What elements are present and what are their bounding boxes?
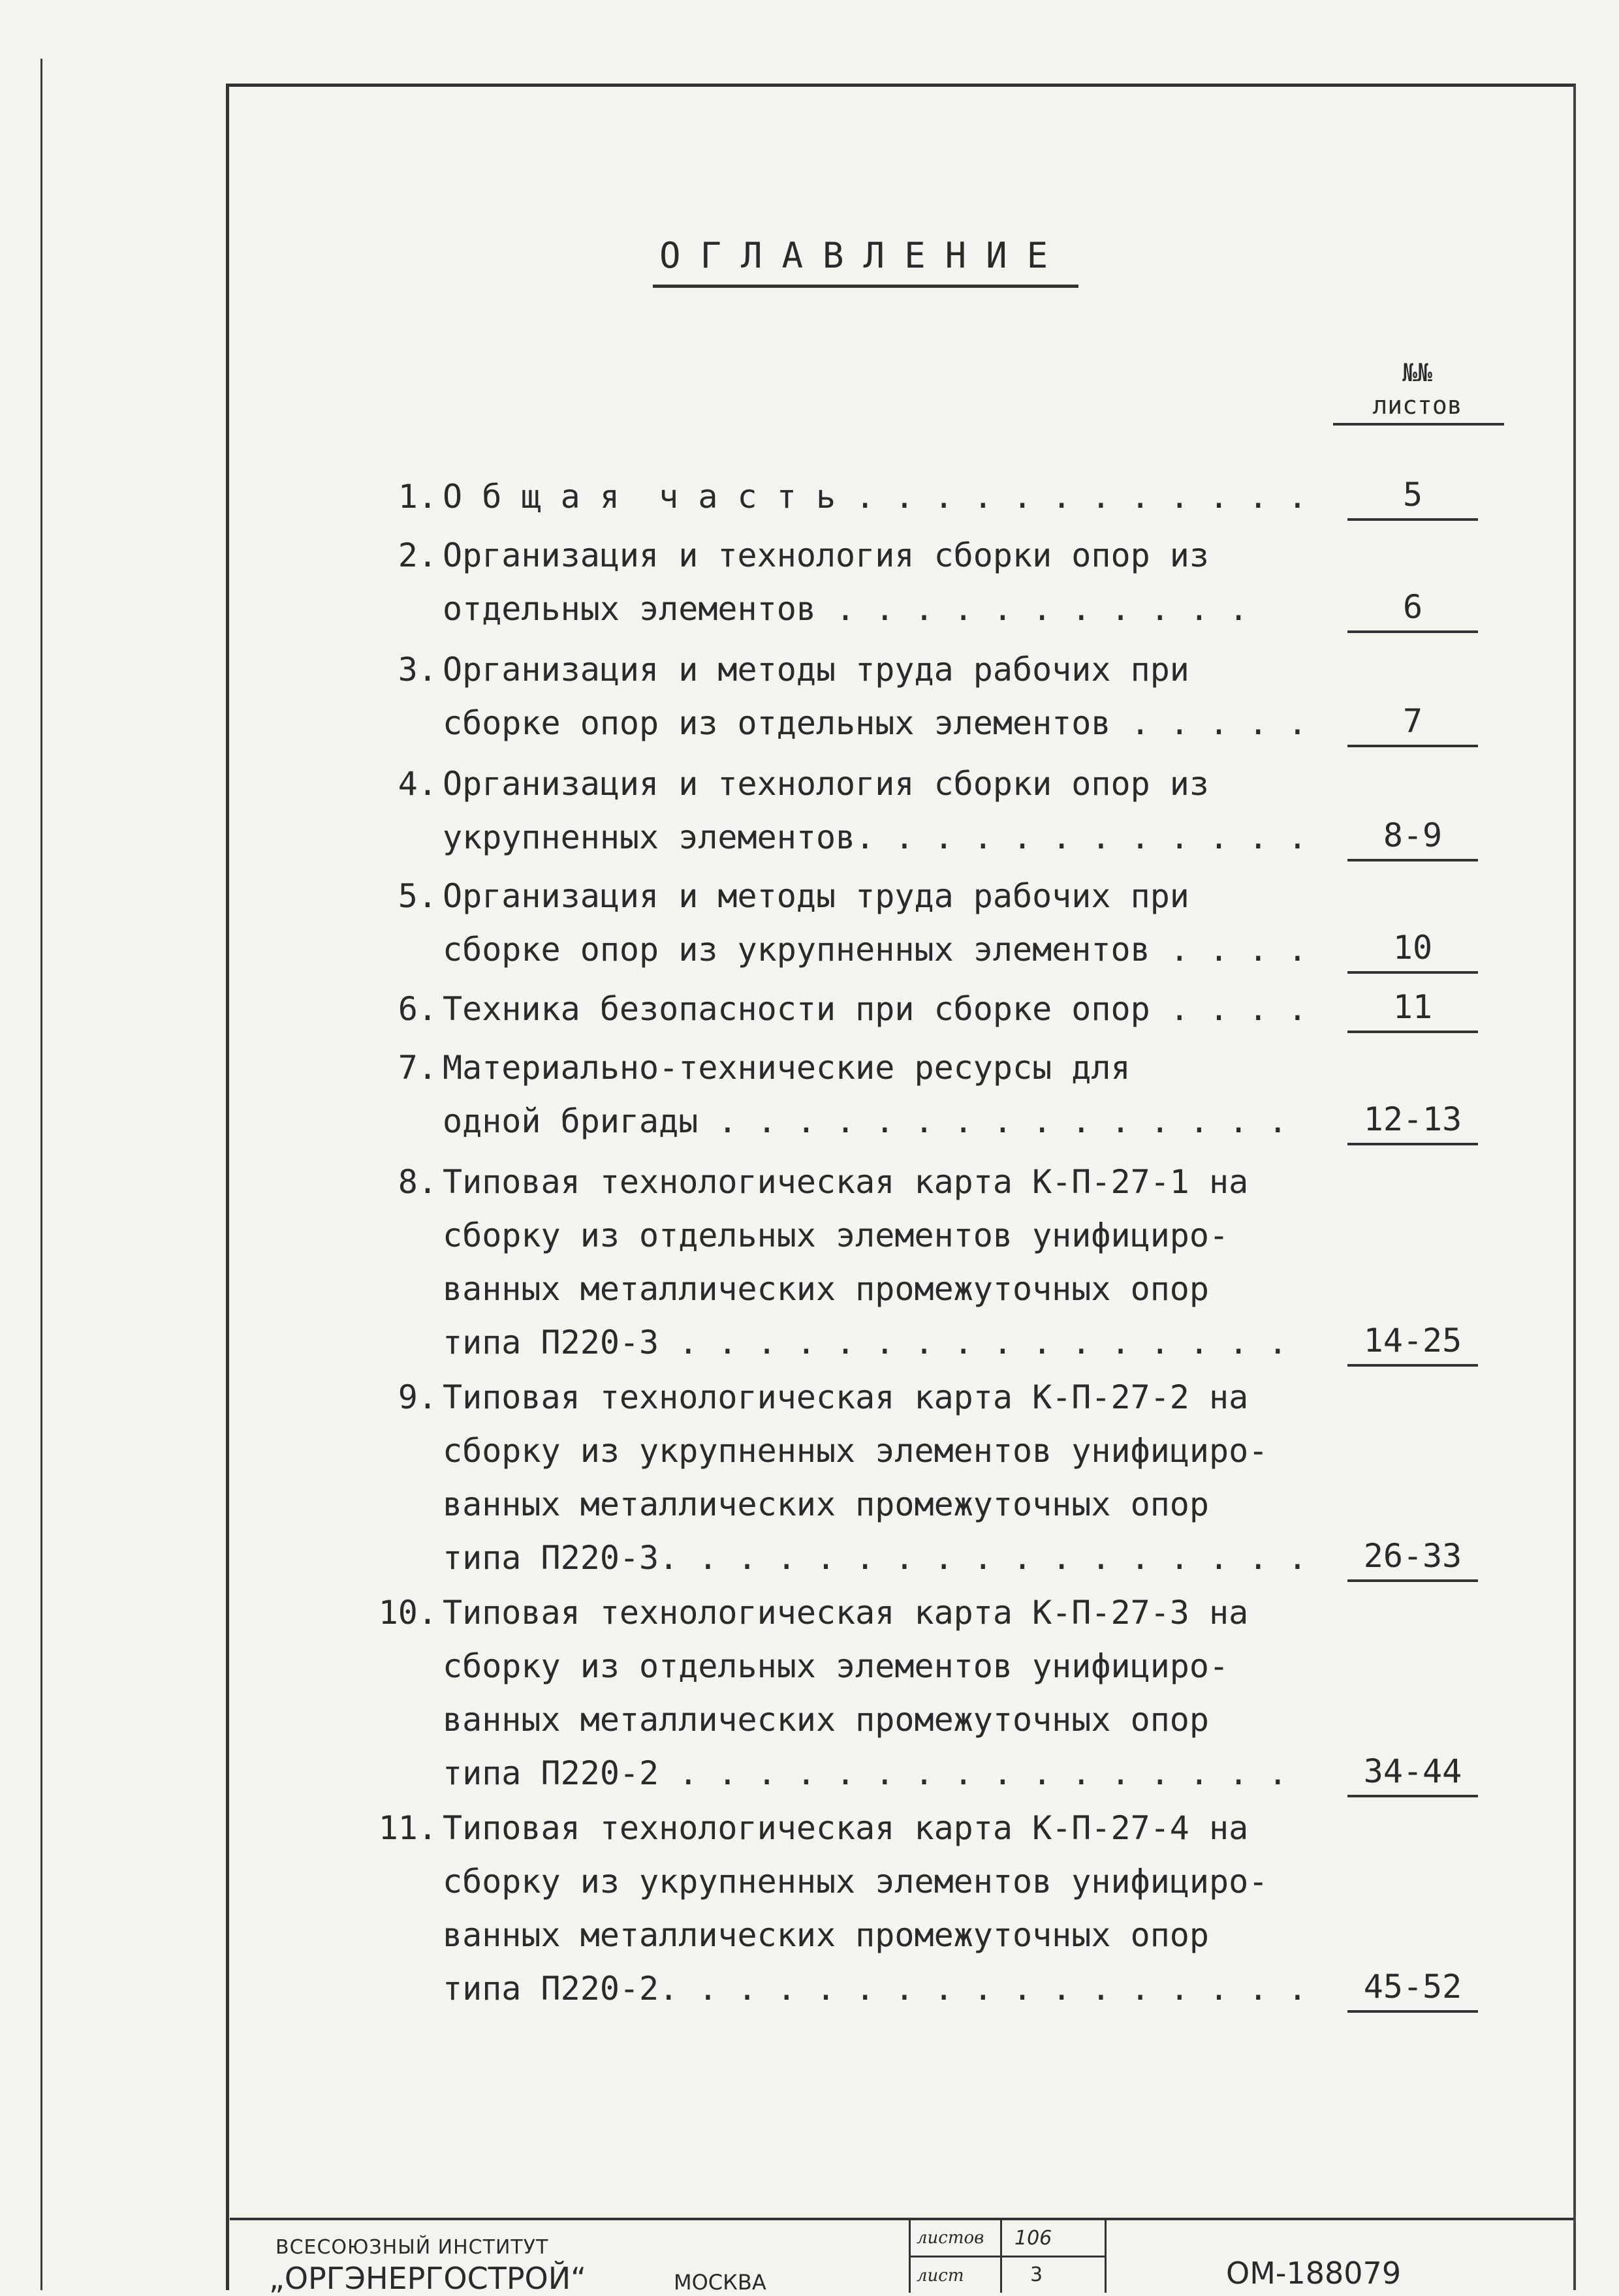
toc-entry-number: 10. bbox=[378, 1594, 437, 1632]
toc-entry-text: сборке опор из отдельных элементов . . . . . bbox=[443, 704, 1308, 742]
toc-entry-number: 9. bbox=[398, 1378, 437, 1416]
sheet-label: лист bbox=[917, 2266, 964, 2286]
toc-entry-text: типа П220-2 . . . . . . . . . . . . . . . . bbox=[443, 1754, 1288, 1792]
toc-entry-text: одной бригады . . . . . . . . . . . . . . . bbox=[443, 1102, 1288, 1140]
toc-entry-text: Типовая технологическая карта К-П-27-1 на bbox=[443, 1163, 1249, 1201]
toc-entry-pages: 10 bbox=[1347, 924, 1478, 974]
toc-entry-text: О б щ а я ч а с т ь . . . . . . . . . . . . bbox=[443, 478, 1308, 516]
toc-entry-text: Организация и технология сборки опор из bbox=[443, 536, 1209, 574]
toc-entry-text: сборке опор из укрупненных элементов . . . . bbox=[443, 931, 1308, 969]
toc-entry-pages: 12-13 bbox=[1347, 1096, 1478, 1145]
toc-entry-pages: 14-25 bbox=[1347, 1317, 1478, 1367]
toc-entry-text: Техника безопасности при сборке опор . . . . bbox=[443, 990, 1308, 1028]
toc-entry-text: типа П220-3 . . . . . . . . . . . . . . . . bbox=[443, 1324, 1288, 1361]
toc-entry-text: сборку из укрупненных элементов унифициро- bbox=[443, 1432, 1268, 1470]
toc-entry-text: сборку из отдельных элементов унифициро- bbox=[443, 1647, 1229, 1685]
column-header-line2: листов bbox=[1372, 391, 1462, 420]
institute-line1: ВСЕСОЮЗНЫЙ ИНСТИТУТ bbox=[275, 2236, 549, 2259]
toc-entry-pages: 34-44 bbox=[1347, 1748, 1478, 1797]
toc-entry-pages: 45-52 bbox=[1347, 1963, 1478, 2013]
toc-entry-text: ванных металлических промежуточных опор bbox=[443, 1701, 1209, 1739]
toc-entry-text: Организация и методы труда рабочих при bbox=[443, 877, 1189, 915]
toc-entry-text: сборку из укрупненных элементов унифициро- bbox=[443, 1863, 1268, 1900]
stamp-divider bbox=[909, 2256, 1105, 2257]
toc-entry-text: типа П220-3. . . . . . . . . . . . . . . . . bbox=[443, 1539, 1308, 1577]
toc-entry-number: 3. bbox=[398, 651, 437, 689]
toc-entry-number: 1. bbox=[398, 478, 437, 516]
toc-entry-pages: 5 bbox=[1347, 471, 1478, 521]
toc-entry-text: ванных металлических промежуточных опор bbox=[443, 1270, 1209, 1308]
toc-entry-text: ванных металлических промежуточных опор bbox=[443, 1485, 1209, 1523]
sheets-label: листов bbox=[917, 2228, 984, 2248]
toc-entry-text: отдельных элементов . . . . . . . . . . . bbox=[443, 590, 1249, 628]
toc-entry-number: 11. bbox=[378, 1809, 437, 1847]
toc-entry-text: типа П220-2. . . . . . . . . . . . . . . . . bbox=[443, 1970, 1308, 2008]
toc-entry-pages: 26-33 bbox=[1347, 1532, 1478, 1582]
toc-entry-text: Типовая технологическая карта К-П-27-3 на bbox=[443, 1594, 1249, 1632]
toc-entry-text: укрупненных элементов. . . . . . . . . . . . bbox=[443, 818, 1308, 856]
institute-name: „ОРГЭНЕРГОСТРОЙ“ bbox=[269, 2261, 587, 2296]
title-underline bbox=[653, 285, 1078, 288]
column-header-underline bbox=[1333, 423, 1504, 426]
toc-entry-pages: 11 bbox=[1347, 984, 1478, 1033]
toc-entry-pages: 8-9 bbox=[1347, 812, 1478, 861]
toc-entry-text: Типовая технологическая карта К-П-27-4 на bbox=[443, 1809, 1249, 1847]
toc-entry-number: 2. bbox=[398, 536, 437, 574]
toc-entry-text: сборку из отдельных элементов унифициро- bbox=[443, 1217, 1229, 1254]
toc-entry-text: Организация и методы труда рабочих при bbox=[443, 651, 1189, 689]
binding-line bbox=[40, 59, 42, 2290]
document-code: ОМ-188079 bbox=[1226, 2256, 1402, 2291]
sheets-value: 106 bbox=[1014, 2227, 1052, 2250]
sheet-value: 3 bbox=[1030, 2263, 1043, 2286]
toc-entry-text: ванных металлических промежуточных опор bbox=[443, 1916, 1209, 1954]
toc-entry-pages: 7 bbox=[1347, 698, 1478, 747]
toc-entry-number: 5. bbox=[398, 877, 437, 915]
toc-entry-number: 7. bbox=[398, 1049, 437, 1087]
title-block-stamp bbox=[230, 2218, 1573, 2296]
column-header-line1: №№ bbox=[1402, 358, 1432, 387]
sheets-column-header bbox=[1336, 356, 1499, 422]
stamp-divider bbox=[1105, 2220, 1107, 2293]
toc-entry-text: Типовая технологическая карта К-П-27-2 на bbox=[443, 1378, 1249, 1416]
toc-entry-number: 6. bbox=[398, 990, 437, 1028]
toc-entry-number: 8. bbox=[398, 1163, 437, 1201]
city: МОСКВА bbox=[674, 2270, 766, 2295]
toc-entry-text: Организация и технология сборки опор из bbox=[443, 765, 1209, 803]
toc-entry-number: 4. bbox=[398, 765, 437, 803]
toc-entry-text: Материально-технические ресурсы для bbox=[443, 1049, 1131, 1087]
page-title: ОГЛАВЛЕНИЕ bbox=[659, 235, 1068, 276]
toc-entry-pages: 6 bbox=[1347, 583, 1478, 633]
